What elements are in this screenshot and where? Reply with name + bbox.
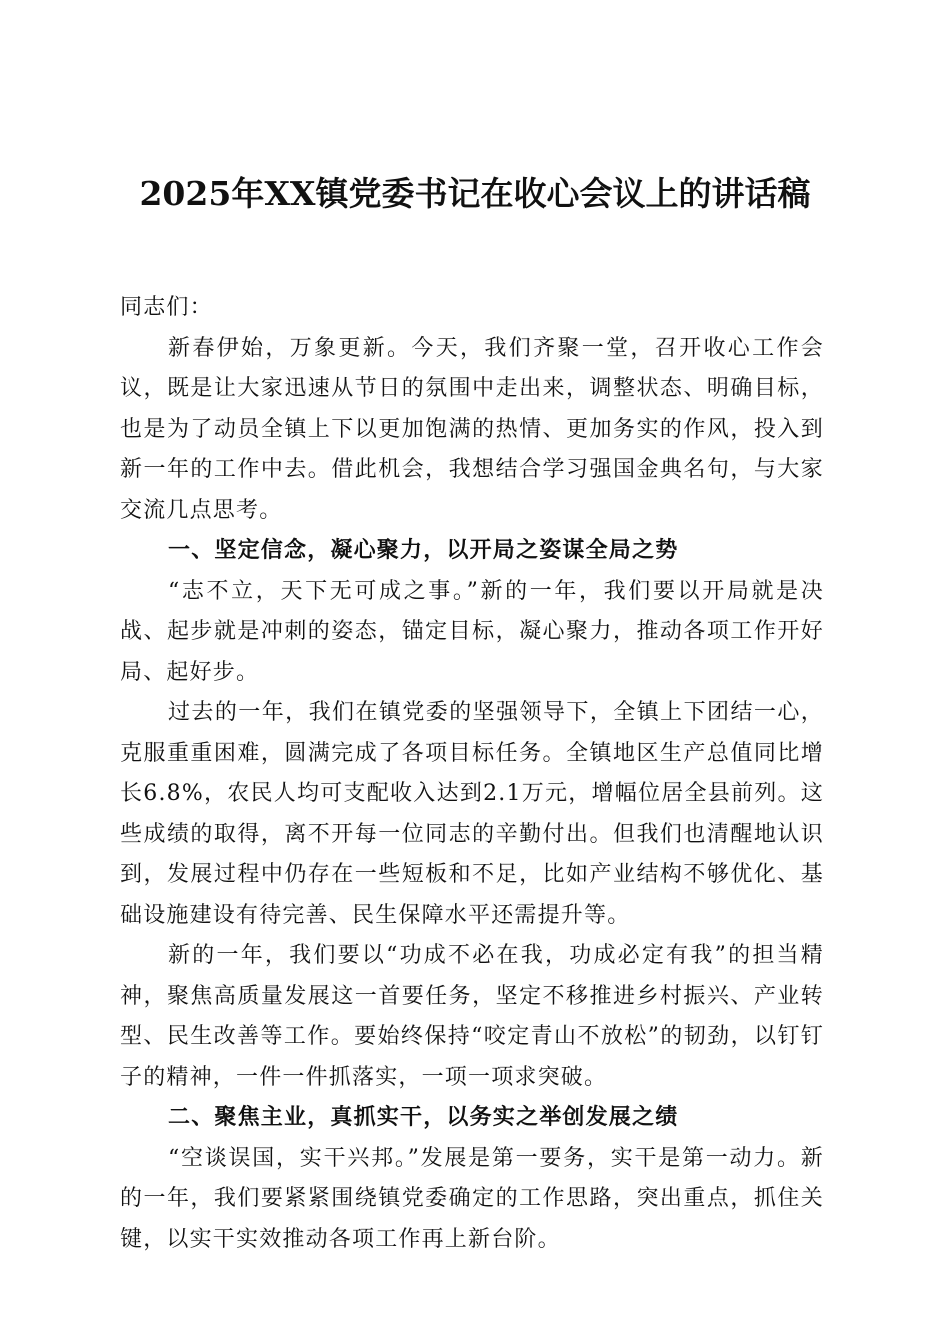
section1-paragraph: 新的一年，我们要以“功成不必在我，功成必定有我”的担当精神，聚焦高质量发展这一首要任务，坚定不移推进乡村振兴、产业转型、民生改善等工作。要始终保持“咬定青山不放松”的韧劲，以钉钉子的精神，一件一件抓落实，一项一项求突破。	[120, 943, 824, 1090]
document-body	[120, 288, 824, 1260]
section2-paragraph: “空谈误国，实干兴邦。”发展是第一要务，实干是第一动力。新的一年，我们要紧紧围绕镇党委确定的工作思路，突出重点，抓住关键，以实干实效推动各项工作再上新台阶。	[120, 1145, 824, 1252]
salutation: 同志们：	[120, 295, 213, 320]
document-title: 2025年XX镇党委书记在收心会议上的讲话稿	[139, 174, 811, 213]
section1-paragraph: 过去的一年，我们在镇党委的坚强领导下，全镇上下团结一心，克服重重困难，圆满完成了各项目标任务。全镇地区生产总值同比增长6.8%，农民人均可支配收入达到2.1万元，增幅位居全县前列。这些成绩的取得，离不开每一位同志的辛勤付出。但我们也清醒地认识到，发展过程中仍存在一些短板和不足，比如产业结构不够优化、基础设施建设有待完善、民生保障水平还需提升等。	[120, 700, 824, 928]
section1-paragraph: “志不立，天下无可成之事。”新的一年，我们要以开局就是决战、起步就是冲刺的姿态，锚定目标，凝心聚力，推动各项工作开好局、起好步。	[120, 578, 824, 685]
intro-paragraph: 新春伊始，万象更新。今天，我们齐聚一堂，召开收心工作会议，既是让大家迅速从节日的氛围中走出来，调整状态、明确目标，也是为了动员全镇上下以更加饱满的热情、更加务实的作风，投入到新一年的工作中去。借此机会，我想结合学习强国金典名句，与大家交流几点思考。	[120, 335, 824, 523]
section-heading-2: 二、聚焦主业，真抓实干，以务实之举创发展之绩	[168, 1105, 679, 1130]
section-heading-1: 一、坚定信念，凝心聚力，以开局之姿谋全局之势	[168, 538, 679, 563]
